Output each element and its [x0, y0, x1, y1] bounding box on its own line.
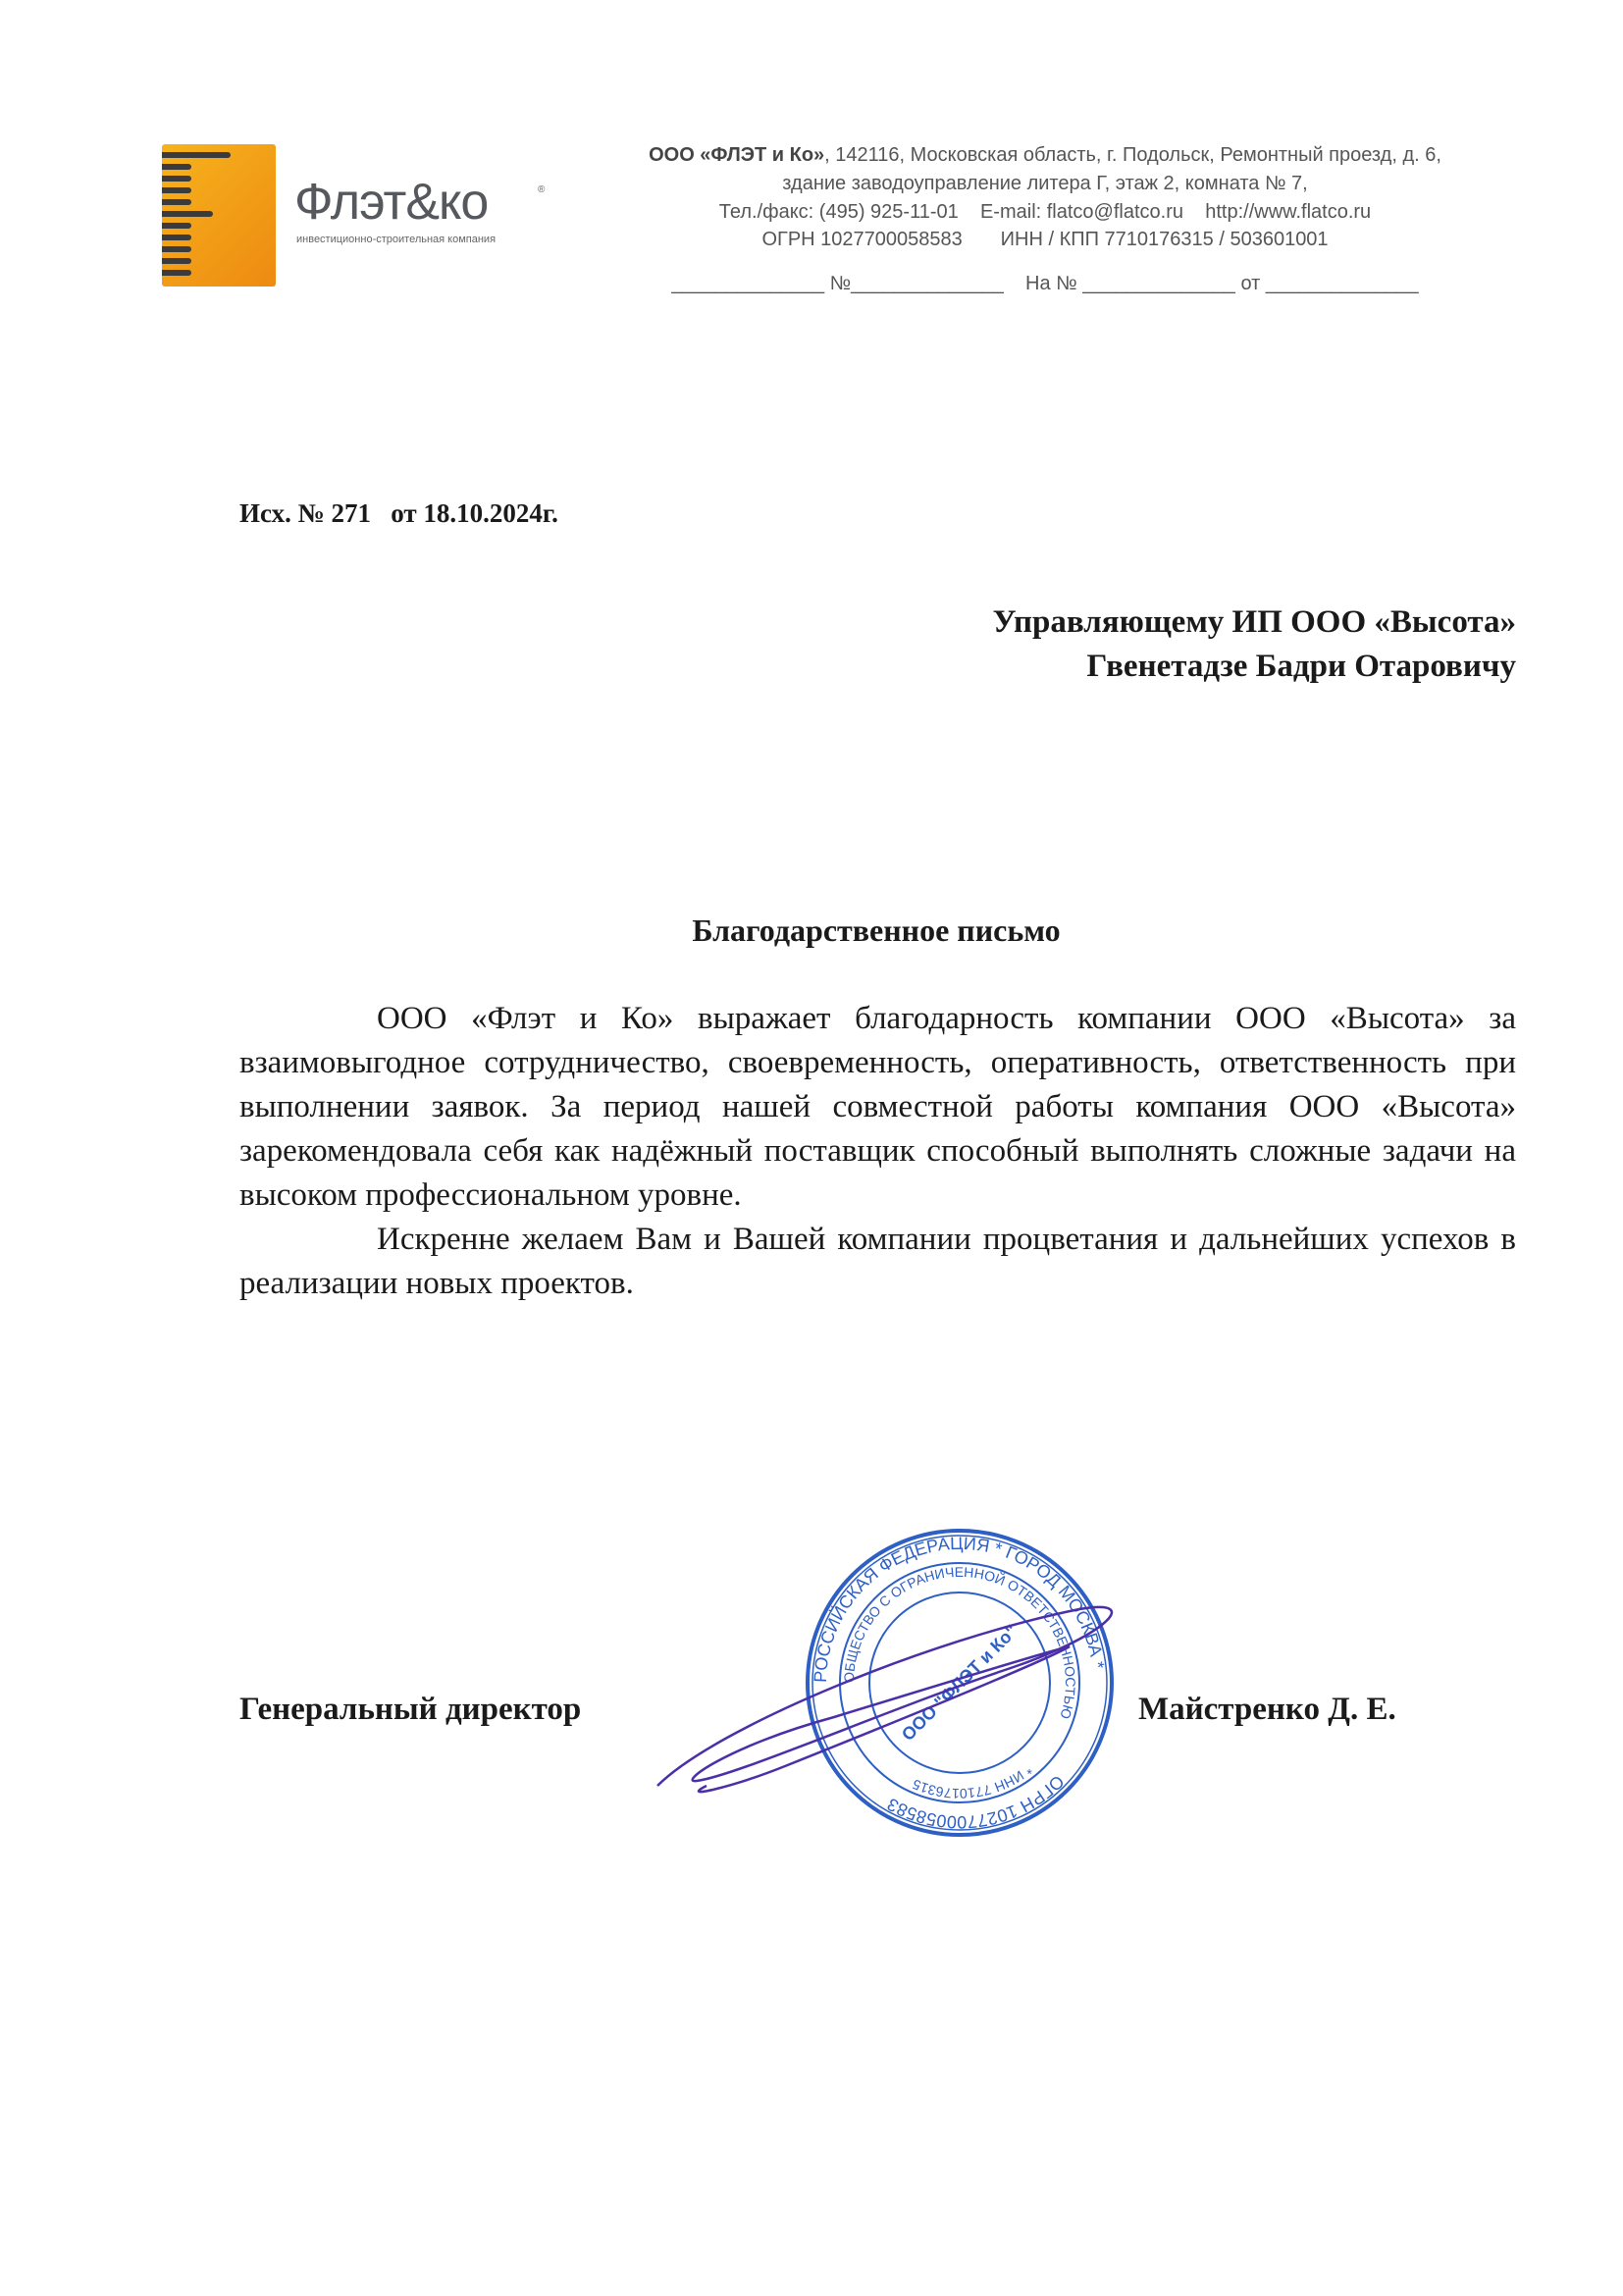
- company-address-line2: здание заводоуправление литера Г, этаж 2, комната № 7,: [782, 173, 1308, 194]
- stamp-outer-bottom: ОГРН 1027700058583: [883, 1771, 1069, 1833]
- reference-blanks: ______________ №______________ На № ______________ от ______________: [671, 273, 1419, 294]
- company-contacts: Тел./факс: (495) 925-11-01 E-mail: flatco@flatco.ru http://www.flatco.ru: [718, 201, 1372, 223]
- letter-title: Благодарственное письмо: [692, 913, 1061, 948]
- body-paragraph: Искренне желаем Вам и Вашей компании процветания и дальнейших успехов в реализации новых проектов.: [239, 1222, 1516, 1301]
- brand-name: Флэт&ко: [294, 174, 489, 231]
- stamp-inner-bottom: * ИНН 7710176315: [910, 1761, 1035, 1802]
- letter-body: [239, 997, 1516, 1306]
- company-ids: ОГРН 1027700058583 ИНН / КПП 7710176315 / 503601001: [761, 229, 1329, 250]
- company-stamp-and-signature: [638, 1511, 1227, 1845]
- company-address-line1: [589, 144, 1501, 167]
- company-name: ООО «ФЛЭТ и Ко»: [649, 144, 825, 166]
- signatory-name: Майстренко Д. Е.: [1138, 1692, 1396, 1727]
- addressee-line1: Управляющему ИП ООО «Высота»: [992, 604, 1516, 640]
- handwritten-signature: [657, 1607, 1112, 1792]
- body-paragraph: ООО «Флэт и Ко» выражает благодарность компании ООО «Высота» за взаимовыгодное сотрудничество, своевременность, оперативность, ответственность при выполнении заявок. За период нашей совместной работы компания ООО «Высота» зарекомендовала себя как надёжный поставщик способный выполнять сложные задачи на высоком профессиональном уровне.: [239, 1001, 1516, 1213]
- address-text: , 142116, Московская область, г. Подольск, Ремонтный проезд, д. 6,: [824, 144, 1441, 166]
- signatory-position: Генеральный директор: [239, 1692, 582, 1727]
- stamp-outer-text: РОССИЙСКАЯ ФЕДЕРАЦИЯ * ГОРОД МОСКВА *: [810, 1533, 1109, 1684]
- stamp-inner-text: ОБЩЕСТВО С ОГРАНИЧЕННОЙ ОТВЕТСТВЕННОСТЬЮ: [840, 1563, 1079, 1721]
- brand-tagline: инвестиционно-строительная компания: [296, 234, 497, 245]
- addressee-line2: Гвенетадзе Бадри Отаровичу: [1086, 649, 1516, 684]
- stamp-center-text: ООО "ФЛЭТ и Ко": [897, 1620, 1022, 1746]
- registered-mark: ®: [538, 184, 546, 195]
- company-logo: [162, 144, 276, 287]
- outgoing-reference: Исх. № 271 от 18.10.2024г.: [239, 498, 558, 528]
